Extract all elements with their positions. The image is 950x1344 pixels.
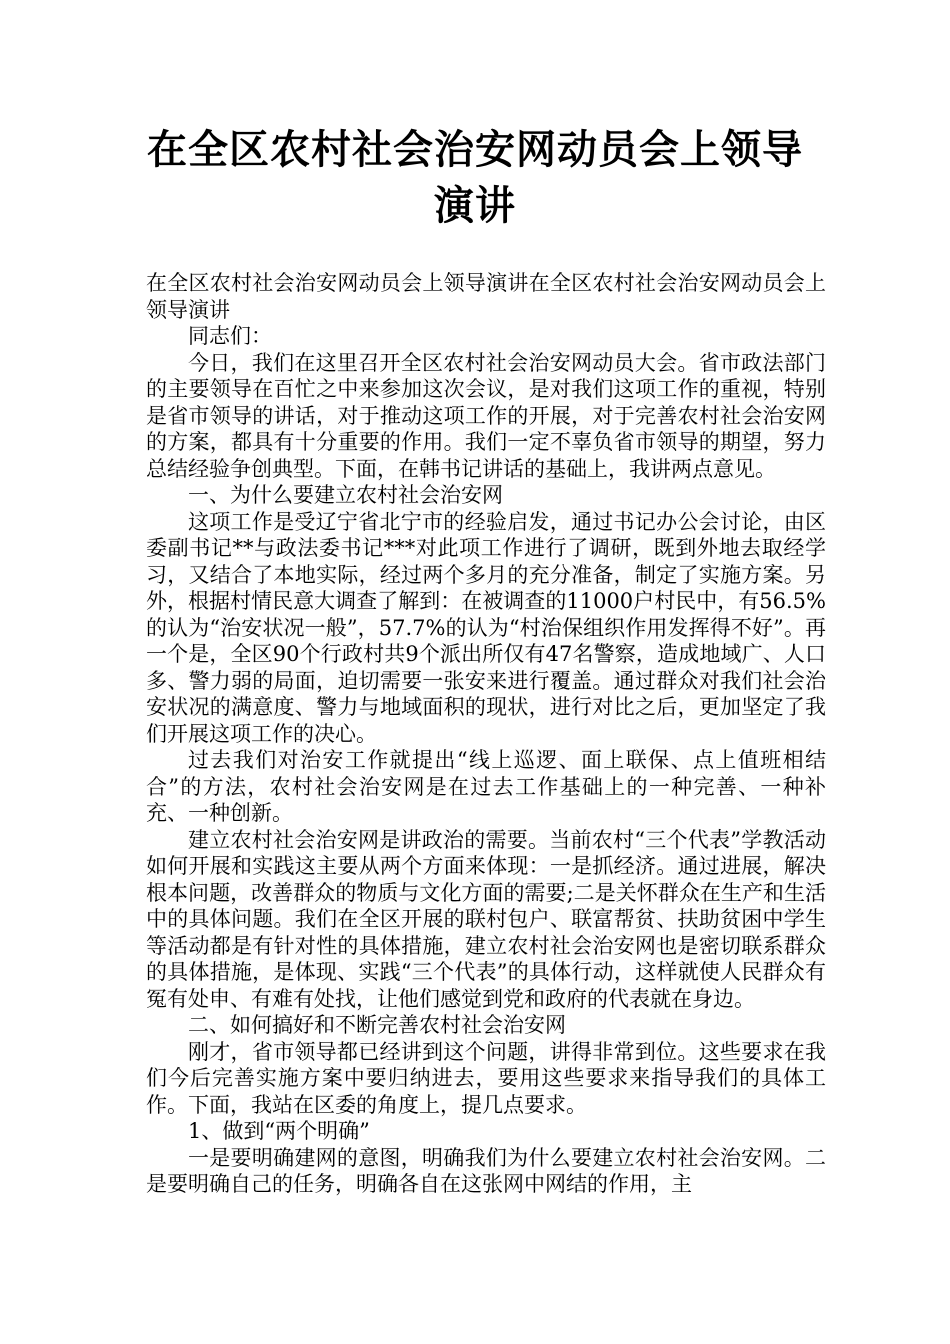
- document-body: [146, 270, 826, 1198]
- body-paragraph: 二、如何搞好和不断完善农村社会治安网: [188, 1013, 566, 1037]
- body-paragraph: 建立农村社会治安网是讲政治的需要。当前农村“三个代表”学教活动如何开展和实践这主要从两个方面来体现：一是抓经济。通过进展，解决根本问题，改善群众的物质与文化方面的需要;二是关怀群众在生产和生活中的具体问题。我们在全区开展的联村包户、联富帮贫、扶助贫困中学生等活动都是有针对性的具体措施，建立农村社会治安网也是密切联系群众的具体措施，是体现、实践“三个代表”的具体行动，这样就使人民群众有冤有处申、有难有处找，让他们感觉到党和政府的代表就在身边。: [146, 827, 826, 1011]
- body-paragraph: 一、为什么要建立农村社会治安网: [188, 483, 503, 507]
- body-paragraph: 过去我们对治安工作就提出“线上巡逻、面上联保、点上值班相结合”的方法，农村社会治安网是在过去工作基础上的一种完善、一种补充、一种创新。: [146, 748, 826, 825]
- body-paragraph: 同志们：: [188, 324, 272, 348]
- body-paragraph: 1、做到“两个明确”: [188, 1119, 370, 1143]
- body-paragraph: 刚才，省市领导都已经讲到这个问题，讲得非常到位。这些要求在我们今后完善实施方案中要归纳进去，要用这些要求来指导我们的具体工作。下面，我站在区委的角度上，提几点要求。: [146, 1039, 826, 1117]
- body-paragraph: 在全区农村社会治安网动员会上领导演讲在全区农村社会治安网动员会上领导演讲: [146, 271, 826, 322]
- body-paragraph: 这项工作是受辽宁省北宁市的经验启发，通过书记办公会讨论，由区委副书记**与政法委书记***对此项工作进行了调研，既到外地去取经学习，又结合了本地实际，经过两个多月的充分准备，制定了实施方案。另外，根据村情民意大调查了解到：在被调查的11000户村民中，有56.5%的认为“治安状况一般”，57.7%的认为“村治保组织作用发挥得不好”。再一个是，全区90个行政村共9个派出所仅有47名警察，造成地域广、人口多、警力弱的局面，迫切需要一张安来进行覆盖。通过群众对我们社会治安状况的满意度、警力与地域面积的现状，进行对比之后，更加坚定了我们开展这项工作的决心。: [146, 509, 826, 746]
- body-paragraph: 今日，我们在这里召开全区农村社会治安网动员大会。省市政法部门的主要领导在百忙之中来参加这次会议，是对我们这项工作的重视，特别是省市领导的讲话，对于推动这项工作的开展，对于完善农村社会治安网的方案，都具有十分重要的作用。我们一定不辜负省市领导的期望，努力总结经验争创典型。下面，在韩书记讲话的基础上，我讲两点意见。: [146, 350, 826, 481]
- body-paragraph: 一是要明确建网的意图，明确我们为什么要建立农村社会治安网。二是要明确自己的任务，明确各自在这张网中网结的作用，主: [146, 1145, 826, 1196]
- document-title: 在全区农村社会治安网动员会上领导演讲: [147, 127, 803, 229]
